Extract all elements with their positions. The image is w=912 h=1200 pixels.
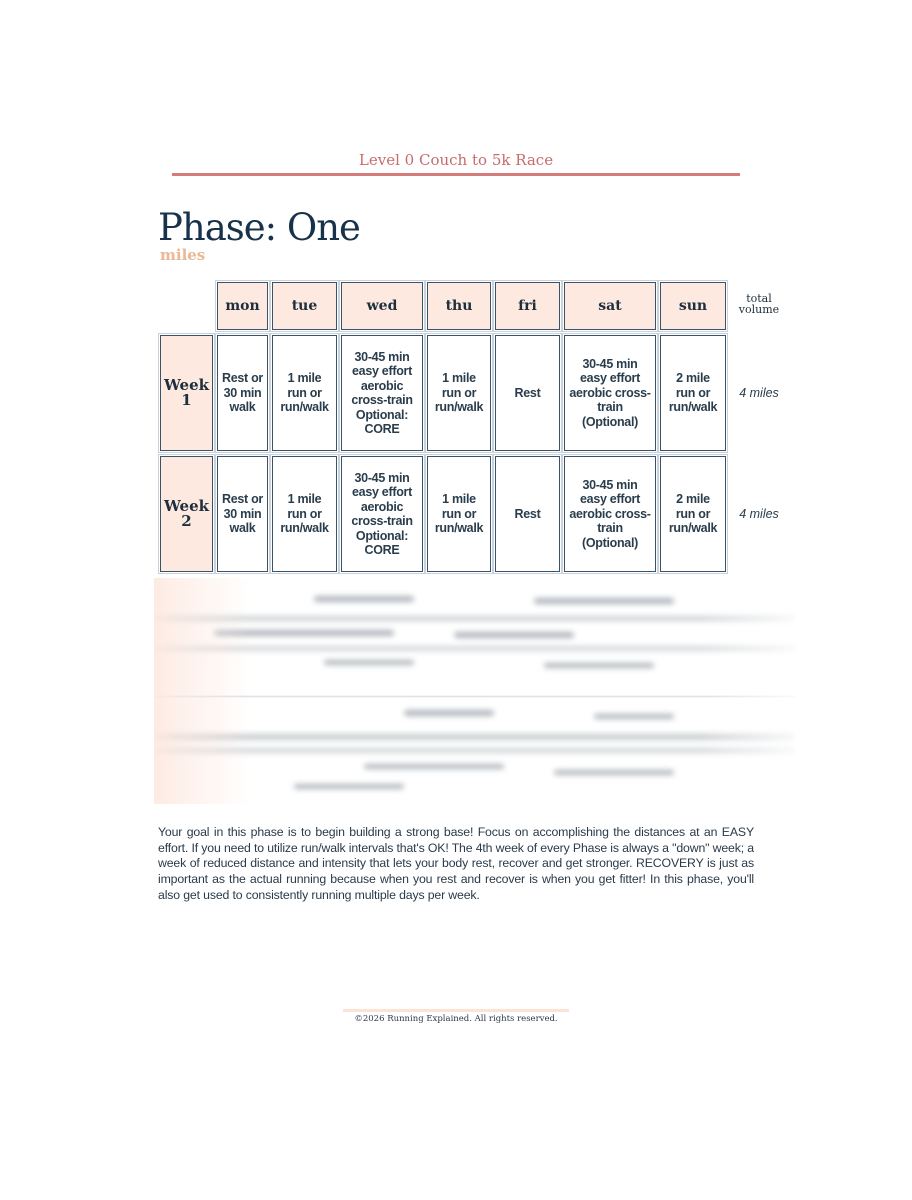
week-2-thu-cell (427, 456, 491, 572)
week-2-sat-text: 30-45 min easy effort aerobic cross- train (Optional) (569, 477, 651, 550)
day-header-wed: wed (341, 282, 423, 330)
header-divider (172, 173, 740, 176)
day-header-thu: thu (427, 282, 491, 330)
week-1-sat-cell (564, 335, 656, 451)
phase-title: Phase: One (158, 206, 360, 249)
week-2-label-text: Week 2 (163, 497, 210, 530)
week-1-wed-text: 30-45 min easy effort aerobic cross-train Optional: CORE (351, 349, 413, 436)
week-2-wed-text: 30-45 min easy effort aerobic cross-train Optional: CORE (351, 470, 413, 557)
total-volume-header: total volume (738, 292, 780, 316)
week-2-sun-text: 2 mile run or run/walk (668, 492, 718, 536)
week-2-fri-text: Rest (514, 506, 541, 521)
week-1-label (160, 335, 213, 451)
week-2-fri-cell (495, 456, 560, 572)
day-header-tue: tue (272, 282, 337, 330)
week-2-total: 4 miles (739, 507, 779, 521)
week-1-total: 4 miles (739, 386, 779, 400)
footer-divider (343, 1009, 569, 1012)
week-1-thu-cell (427, 335, 491, 451)
week-2-sat-cell (564, 456, 656, 572)
week-1-label-text: Week 1 (163, 376, 210, 409)
week-1-thu-text: 1 mile run or run/walk (434, 371, 484, 415)
blurred-weeks-overlay (154, 578, 796, 804)
week-2-mon-cell (217, 456, 268, 572)
day-header-fri: fri (495, 282, 560, 330)
document-header-title: Level 0 Couch to 5k Race (358, 151, 554, 169)
week-1-fri-text: Rest (514, 385, 541, 400)
week-1-mon-cell (217, 335, 268, 451)
day-header-sat: sat (564, 282, 656, 330)
week-2-label (160, 456, 213, 572)
week-1-wed-cell (341, 335, 423, 451)
week-2-tue-cell (272, 456, 337, 572)
week-2-mon-text: Rest or 30 min walk (222, 492, 263, 536)
week-1-sun-cell (660, 335, 726, 451)
week-1-sat-text: 30-45 min easy effort aerobic cross- train (Optional) (569, 356, 651, 429)
week-1-sun-text: 2 mile run or run/walk (668, 371, 718, 415)
week-2-thu-text: 1 mile run or run/walk (434, 492, 484, 536)
week-1-tue-cell (272, 335, 337, 451)
week-2-sun-cell (660, 456, 726, 572)
week-2-wed-cell (341, 456, 423, 572)
week-1-fri-cell (495, 335, 560, 451)
day-header-sun: sun (660, 282, 726, 330)
footer-copyright: ©2026 Running Explained. All rights reserved. (354, 1014, 558, 1024)
week-1-mon-text: Rest or 30 min walk (222, 371, 263, 415)
week-1-tue-text: 1 mile run or run/walk (280, 371, 329, 415)
phase-subtitle: miles (160, 246, 206, 264)
phase-description: Your goal in this phase is to begin building a strong base! Focus on accomplishing the distances at an EASY effort. If you need to utilize run/walk intervals that's OK! The 4th week of every Phase is always a "down" week; a week of reduced distance and intensity that lets your body rest, recover and get stronger. RECOVERY is just as important as the actual running because when you rest and recover is when you get fitter! In this phase, you'll also get used to consistently running multiple days per week. (158, 825, 754, 902)
week-2-tue-text: 1 mile run or run/walk (280, 492, 329, 536)
day-header-mon: mon (217, 282, 268, 330)
